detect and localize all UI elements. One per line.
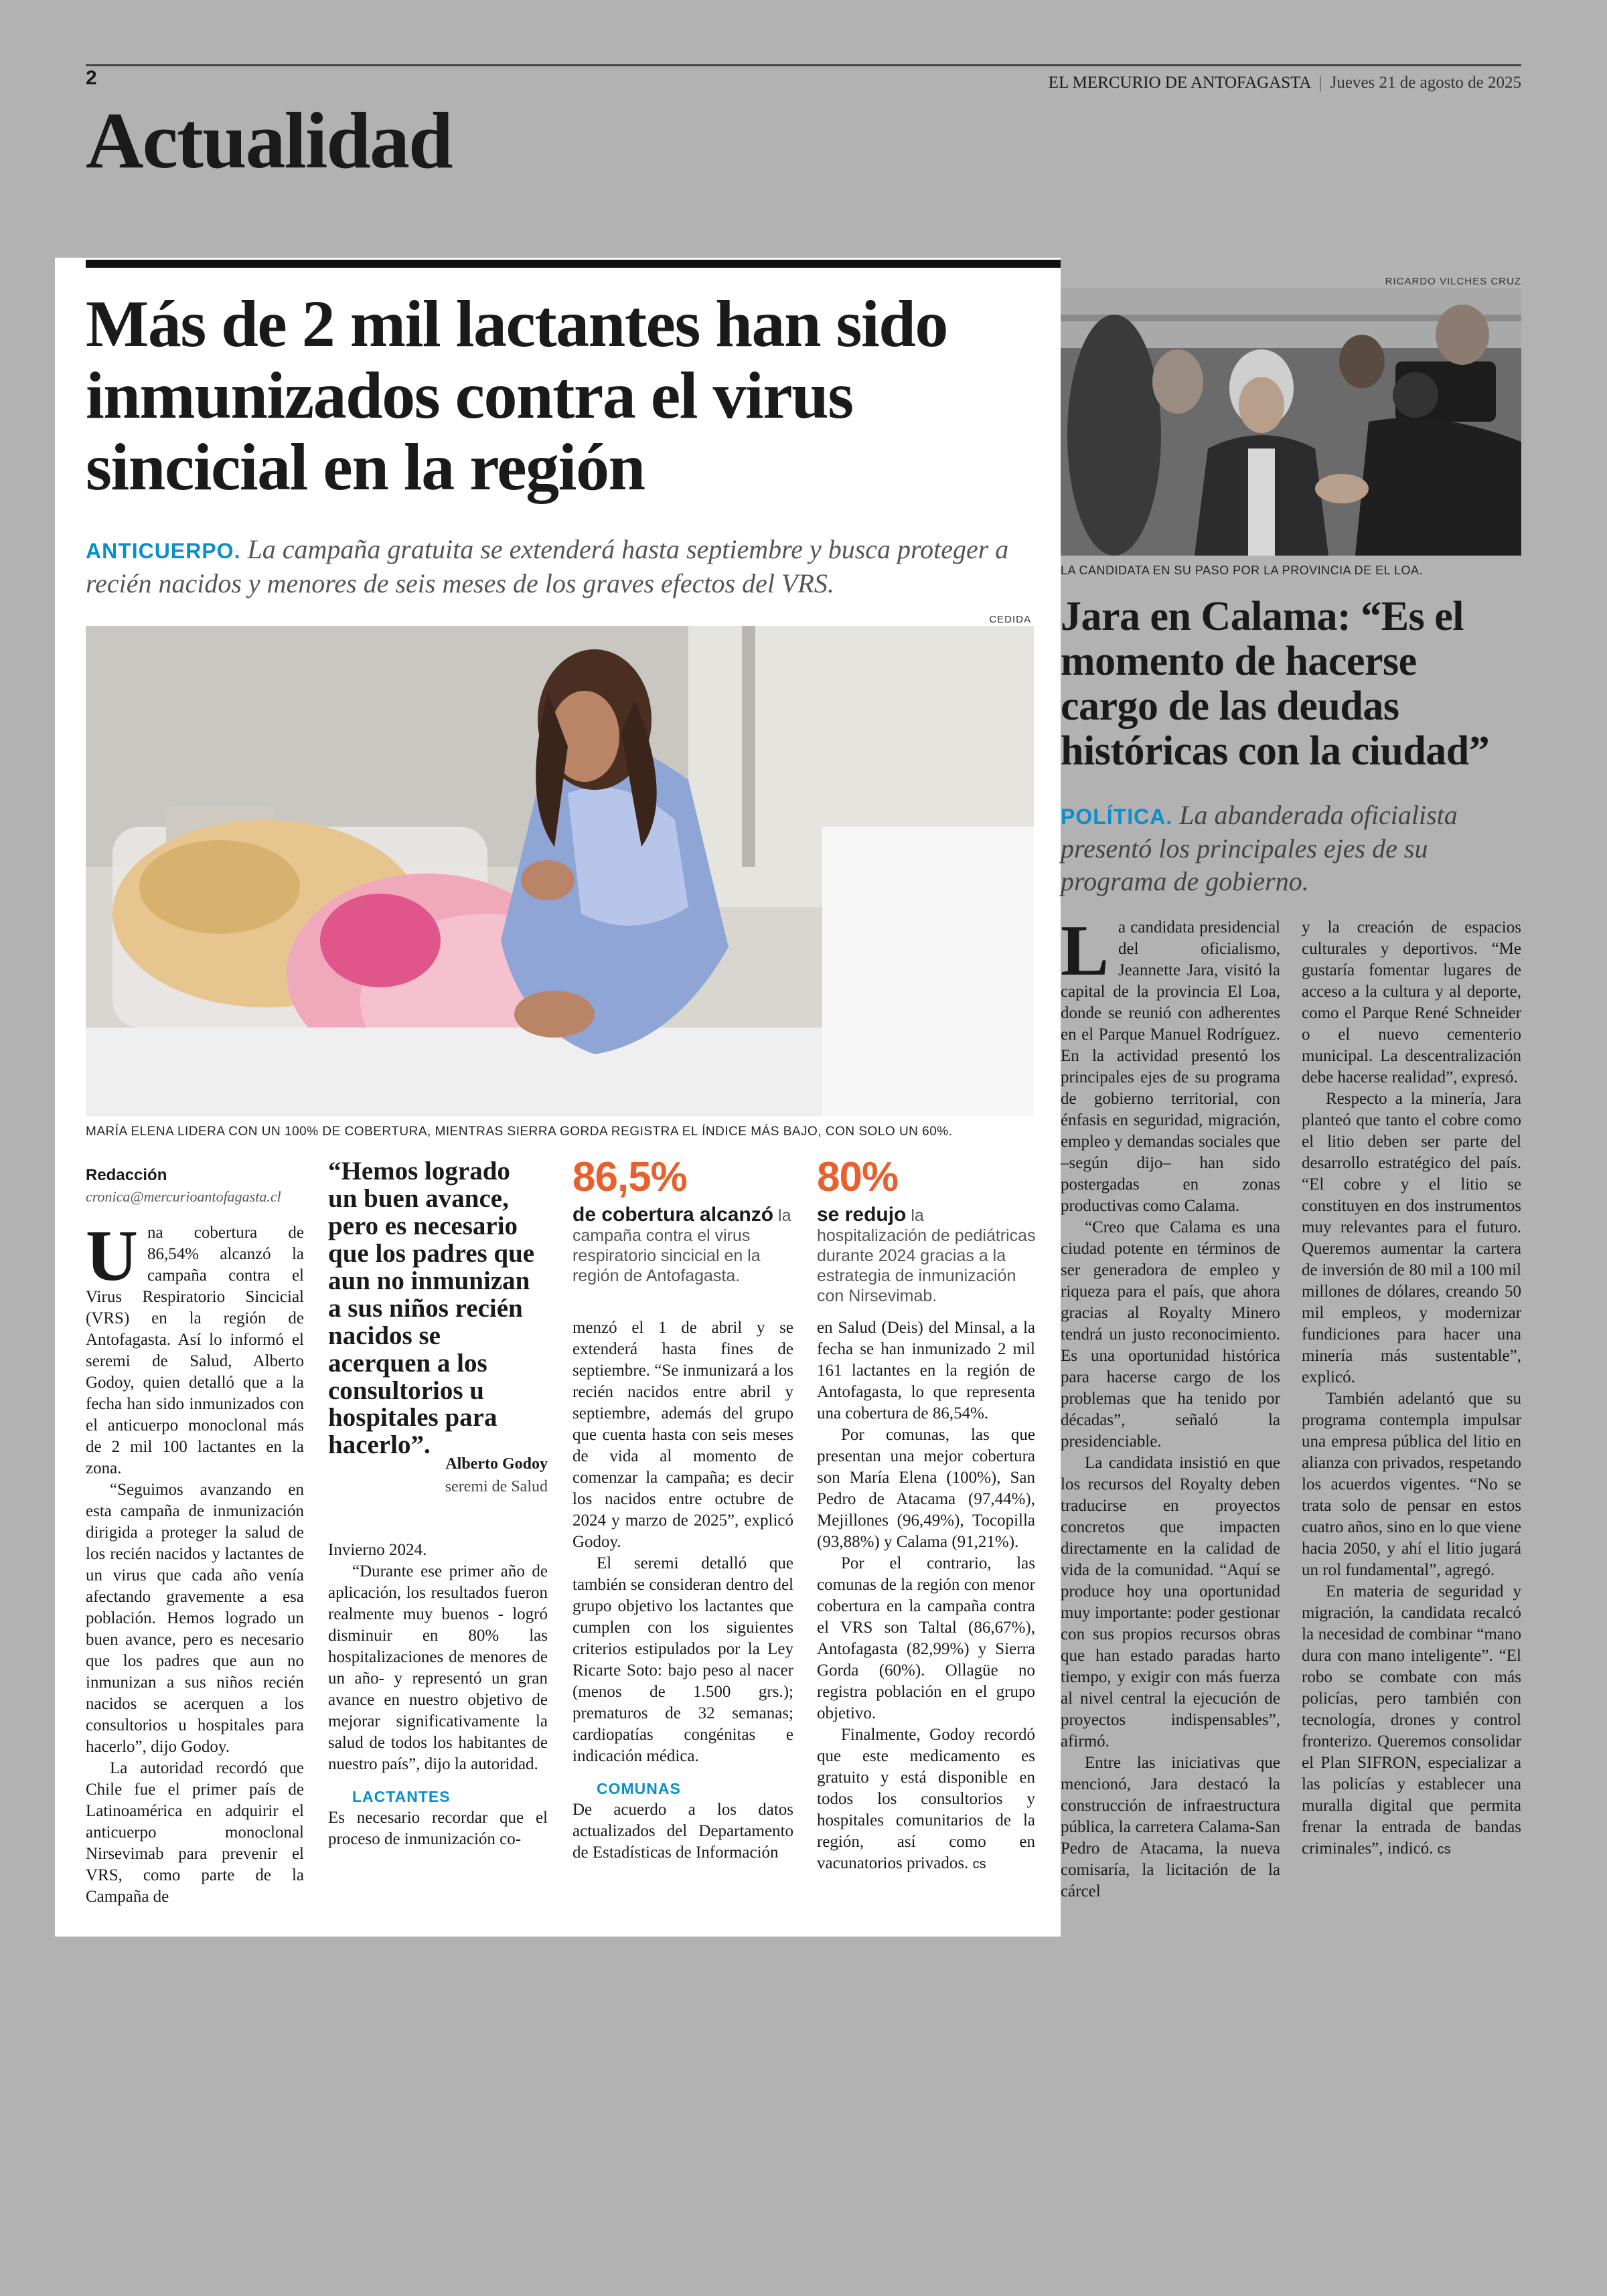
- stat-coverage-value: 86,5%: [572, 1154, 687, 1200]
- page-number: 2: [86, 67, 97, 89]
- main-dropcap: U: [86, 1216, 138, 1296]
- main-kicker: ANTICUERPO.: [86, 539, 241, 563]
- main-col4-paragraph: Por el contrario, las comunas de la región con menor cobertura en la campaña contra el VRS son Taltal (86,67%), Antofagasta (82,99%) y Sierra Gorda (60%). Ollagüe no registra población en el grupo objetivo.: [817, 1554, 1035, 1722]
- masthead-separator: |: [1318, 74, 1322, 92]
- stat-coverage-lead: de cobertura alcanzó: [572, 1204, 774, 1226]
- mother-infant-photo: [86, 626, 1034, 1117]
- subhead-comunas: COMUNAS: [597, 1780, 681, 1797]
- side-col1-paragraph: Entre las iniciativas que mencionó, Jara destacó la construcción de infraestructura pública, la carretera Calama-San Pedro de Atacama, la nueva comisaría, la licitación de la cárcel: [1061, 1754, 1280, 1900]
- main-col2-paragraph: Invierno 2024.: [328, 1541, 427, 1559]
- main-col3-paragraph: menzó el 1 de abril y se extenderá hasta fines de septiembre. “Se inmunizará a los recién nacidos entre abril y septiembre, además del grupo que cuenta hasta con seis meses de vida al momento de comenzar la campaña; es decir los nacidos entre octubre de 2024 y marzo de 2025”, explicó Godoy.: [572, 1319, 793, 1551]
- main-column-1: [86, 1165, 304, 1908]
- side-col2-paragraph: También adelantó que su programa contempla impulsar una empresa pública del litio en alianza con privados, respetando los acuerdos vigentes. “No se trata solo de pensar en estos cuatro años, sino en lo que viene hacia 2050, y ahí el litio jugará un rol fundamental”, agregó.: [1302, 1390, 1521, 1579]
- stat-hospitalization-lead: se redujo: [817, 1204, 907, 1226]
- stat-hospitalization-value: 80%: [817, 1154, 899, 1200]
- side-dek-text: La abanderada oficialista presentó los principales ejes de su programa de gobierno.: [1061, 800, 1458, 897]
- side-column-1: [1061, 911, 1280, 1902]
- side-dropcap: L: [1061, 911, 1109, 991]
- pull-quote-attribution: [362, 1453, 548, 1498]
- main-col4-paragraph: Por comunas, las que presentan una mejor cobertura son María Elena (100%), San Pedro de Atacama (97,44%), Mejillones (96,49%), Tocopilla (93,88%) y Calama (91,21%).: [817, 1426, 1035, 1551]
- side-headline: Jara en Calama: “Es el momento de hacerse cargo de las deudas históricas con la ciudad”: [1061, 594, 1490, 774]
- byline-email: cronica@mercurioantofagasta.cl: [86, 1188, 281, 1205]
- article-end-mark: cs: [972, 1857, 986, 1872]
- stat-hospitalization-desc: la hospitalización de pediátricas durante 2024 gracias a la estrategia de inmunización con Nirsevimab.: [817, 1206, 1036, 1305]
- main-col2-paragraph: Es necesario recordar que el proceso de inmunización co-: [328, 1809, 548, 1848]
- main-article-rule: [86, 260, 1061, 268]
- main-col4-paragraph: en Salud (Deis) del Minsal, a la fecha se han inmunizado 2 mil 161 lactantes en la región de Antofagasta, lo que representa una cobertura de 86,54%.: [817, 1319, 1035, 1422]
- main-photo: [86, 626, 1034, 1117]
- side-end-mark: cs: [1437, 1842, 1451, 1857]
- main-col3-paragraph: De acuerdo a los datos actualizados del Departamento de Estadísticas de Información: [572, 1801, 793, 1862]
- main-column-3: [572, 1317, 793, 1864]
- side-kicker: POLÍTICA.: [1061, 805, 1173, 829]
- side-col1-paragraph: La candidata insistió en que los recursos del Royalty deben traducirse en proyectos concretos que impacten directamente en la calidad de vida de la comunidad. “Aquí se produce hoy una oportunidad muy importante: poder gestionar con sus propios recursos obras que han estado paradas harto tiempo, y exigir con más fuerza al nivel central la ejecución de proyectos indispensables”, afirmó.: [1061, 1454, 1280, 1750]
- side-photo-credit: RICARDO VILCHES CRUZ: [1385, 276, 1521, 287]
- stat-hospitalization: [817, 1154, 1038, 1306]
- main-col1-paragraph: “Seguimos avanzando en esta campaña de inmunización dirigida a proteger la salud de los recién nacidos y lactantes de un virus que cada año venía afectando gravemente a esa población. Hemos logrado un buen avance, pero es necesario que los padres que aun no inmunizan a sus niños recién nacidos se acerquen a los consultorios u hospitales para hacerlo”, dijo Godoy.: [86, 1481, 304, 1756]
- byline-name: Redacción: [86, 1166, 167, 1184]
- stat-hospitalization-text: [817, 1205, 1038, 1306]
- header-rule: [86, 64, 1521, 66]
- side-photo-caption: LA CANDIDATA EN SU PASO POR LA PROVINCIA DE EL LOA.: [1061, 564, 1423, 577]
- side-col2-paragraph: [1302, 1581, 1521, 1860]
- side-col1-paragraph: “Creo que Calama es una ciudad potente en términos de ser generadora de empleo y riqueza para el país, que ahora gracias al Royalty Minero tendrá un justo reconocimiento. Es una oportunidad histórica para hacerse cargo de los problemas que ha tenido por décadas”, señaló la presidenciable.: [1061, 1218, 1280, 1451]
- side-col1-paragraph: a candidata presidencial del oficialismo, Jeannette Jara, visitó la capital de la provincia El Loa, donde se reunió con adherentes en el Parque Manuel Rodríguez. En la actividad presentó los principales ejes de su programa de gobierno territorial, con énfasis en seguridad, migración, empleo y demandas sociales que –según dijo– han sido postergadas en zonas productivas como Calama.: [1061, 918, 1280, 1215]
- side-photo: [1061, 288, 1521, 556]
- side-col2-paragraph: Respecto a la minería, Jara planteó que tanto el cobre como el litio deben ser parte del desarrollo estratégico del país. “El cobre y el litio se constituyen en dos instrumentos muy relevantes para el futuro. Queremos aumentar la cartera de inversión de 80 mil a 100 mil millones de dólares, creando 50 mil empleos, y modernizar fundiciones para hacer una minería más sustentable”, explicó.: [1302, 1090, 1521, 1386]
- side-dek: [1061, 799, 1521, 898]
- main-dek-text: La campaña gratuita se extenderá hasta septiembre y busca proteger a recién nacidos y menores de seis meses de los graves efectos del VRS.: [86, 534, 1009, 599]
- subhead-lactantes: LACTANTES: [352, 1788, 451, 1805]
- main-dek: [86, 532, 1050, 600]
- main-col3-paragraph: El seremi detalló que también se consideran dentro del grupo objetivo los lactantes que cumplen con los siguientes criterios estipulados por la Ley Ricarte Soto: bajo peso al nacer (menos de 1.500 grs.); prematuros de 32 semanas; cardiopatías congénitas e indicación médica.: [572, 1554, 793, 1765]
- main-photo-credit: CEDIDA: [989, 614, 1031, 625]
- main-photo-caption: MARÍA ELENA LIDERA CON UN 100% DE COBERTURA, MIENTRAS SIERRA GORDA REGISTRA EL ÍNDICE MÁS BAJO, CON SOLO UN 60%.: [86, 1125, 953, 1139]
- main-col1-paragraph: La autoridad recordó que Chile fue el primer país de Latinoamérica en adquirir el anticuerpo monoclonal Nirsevimab para prevenir el VRS, como parte de la Campaña de: [86, 1759, 304, 1906]
- main-column-2: [328, 1540, 548, 1850]
- stat-coverage-text: [572, 1205, 793, 1286]
- stat-coverage-desc: la campaña contra el virus respiratorio sincicial en la región de Antofagasta.: [572, 1206, 791, 1285]
- candidate-crowd-photo: [1061, 288, 1521, 556]
- publication-date: Jueves 21 de agosto de 2025: [1330, 74, 1521, 92]
- pull-quote-role: seremi de Salud: [445, 1478, 548, 1495]
- side-column-2: [1302, 917, 1521, 1860]
- side-col2-last: En materia de seguridad y migración, la candidata recalcó la necesidad de combinar “mano dura con mano inteligente”. “El robo se combate con más policías, pero también con tecnología, drones y control fronterizo. Queremos consolidar el Plan SIFRON, especializar a las policías y establecer una muralla digital que permita frenar la entrada de bandas criminales”, indicó.: [1302, 1582, 1521, 1858]
- main-col4-last: Finalmente, Godoy recordó que este medicamento es gratuito y está disponible en todos los consultorios y hospitales comunitarios de la región, así como en vacunatorios privados.: [817, 1726, 1035, 1872]
- main-column-4: [817, 1317, 1035, 1875]
- section-title: Actualidad: [86, 96, 452, 185]
- main-col1-paragraph: na cobertura de 86,54% alcanzó la campaña contra el Virus Respiratorio Sincicial (VRS) en la región de Antofagasta. Así lo informó el seremi de Salud, Alberto Godoy, quien detalló que a la fecha han sido inmunizados con el anticuerpo monoclonal más de 2 mil 100 lactantes en la zona.: [86, 1224, 304, 1477]
- masthead: [1049, 74, 1521, 92]
- main-headline: Más de 2 mil lactantes han sido inmunizados contra el virus sincicial en la región: [86, 286, 947, 504]
- publication-name: EL MERCURIO DE ANTOFAGASTA: [1048, 74, 1311, 92]
- pull-quote-author: Alberto Godoy: [445, 1455, 548, 1473]
- main-col2-paragraph: “Durante ese primer año de aplicación, los resultados fueron realmente muy buenos - logró disminuir en 80% las hospitalizaciones de menores de un año- y representó un gran avance en nuestro objetivo de mejorar significativamente la salud de todos los habitantes de nuestro país”, dijo la autoridad.: [328, 1562, 548, 1773]
- stat-coverage: [572, 1154, 793, 1286]
- side-col2-paragraph: y la creación de espacios culturales y deportivos. “Me gustaría fomentar lugares de acceso a la cultura y al deporte, como el Parque René Schneider o el nuevo cementerio municipal. La descentralización debe hacerse realidad”, expresó.: [1302, 918, 1521, 1086]
- pull-quote: “Hemos logrado un buen avance, pero es necesario que los padres que aun no inmunizan a sus niños recién nacidos se acerquen a los consultorios u hospitales para hacerlo”.: [328, 1157, 535, 1460]
- main-col4-paragraph: [817, 1724, 1035, 1875]
